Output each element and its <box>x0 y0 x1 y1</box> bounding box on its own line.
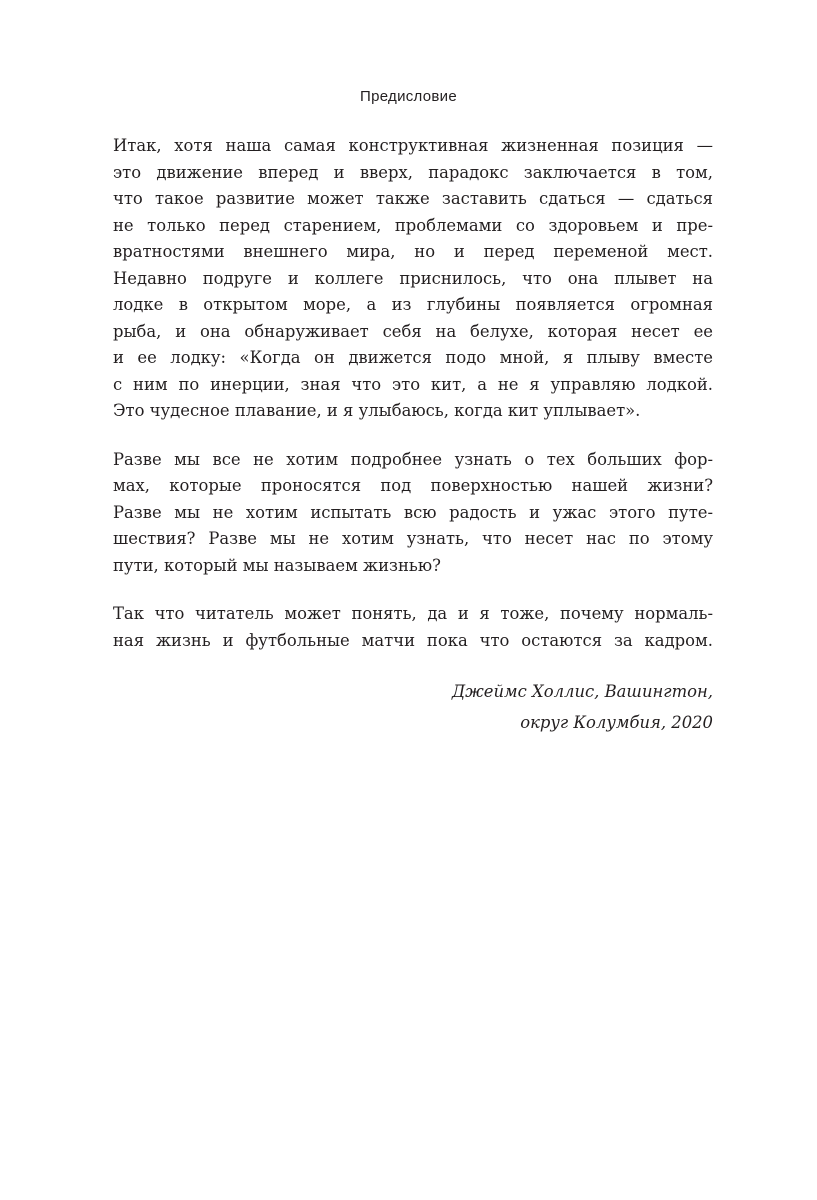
text-line: Так что читатель может понять, да и я тоже, почему нормаль- <box>113 604 713 623</box>
paragraph-1 <box>113 133 713 425</box>
text-line: мах, которые проносятся под поверхностью нашей жизни? <box>113 476 713 495</box>
text-line: вратностями внешнего мира, но и перед переменой мест. <box>113 242 713 261</box>
text-line: Это чудесное плавание, и я улыбаюсь, когда кит уплывает». <box>113 401 641 420</box>
text-line: ная жизнь и футбольные матчи пока что остаются за кадром. <box>113 630 713 650</box>
text-line: не только перед старением, проблемами со здоровьем и пре- <box>113 215 713 235</box>
text-line: и ее лодку: «Когда он движется подо мной, я плыву вместе <box>113 348 713 367</box>
signature-line-2: округ Колумбия, 2020 <box>520 713 713 732</box>
text-line: пути, который мы называем жизнью? <box>113 555 441 575</box>
text-line: Итак, хотя наша самая конструктивная жизненная позиция — <box>113 136 713 155</box>
text-line: с ним по инерции, зная что это кит, а не я управляю лодкой. <box>113 374 713 394</box>
text-line: Разве мы все не хотим подробнее узнать о тех больших фор- <box>113 449 713 469</box>
paragraph-3 <box>113 601 713 654</box>
text-line: это движение вперед и вверх, парадокс заключается в том, <box>113 162 713 182</box>
text-line: рыба, и она обнаруживает себя на белухе, которая несет ее <box>113 321 713 341</box>
signature-line-1: Джеймс Холлис, Вашингтон, <box>451 682 713 701</box>
text-line: Недавно подруге и коллеге приснилось, что она плывет на <box>113 268 713 288</box>
signature <box>113 676 713 738</box>
paragraph-2 <box>113 447 713 580</box>
text-line: что такое развитие может также заставить сдаться — сдаться <box>113 189 713 208</box>
text-line: шествия? Разве мы не хотим узнать, что несет нас по этому <box>113 529 713 548</box>
text-line: Разве мы не хотим испытать всю радость и ужас этого путе- <box>113 502 713 522</box>
body-text <box>113 133 713 738</box>
page-header: Предисловие <box>359 88 458 105</box>
text-line: лодке в открытом море, а из глубины появляется огромная <box>113 295 713 314</box>
